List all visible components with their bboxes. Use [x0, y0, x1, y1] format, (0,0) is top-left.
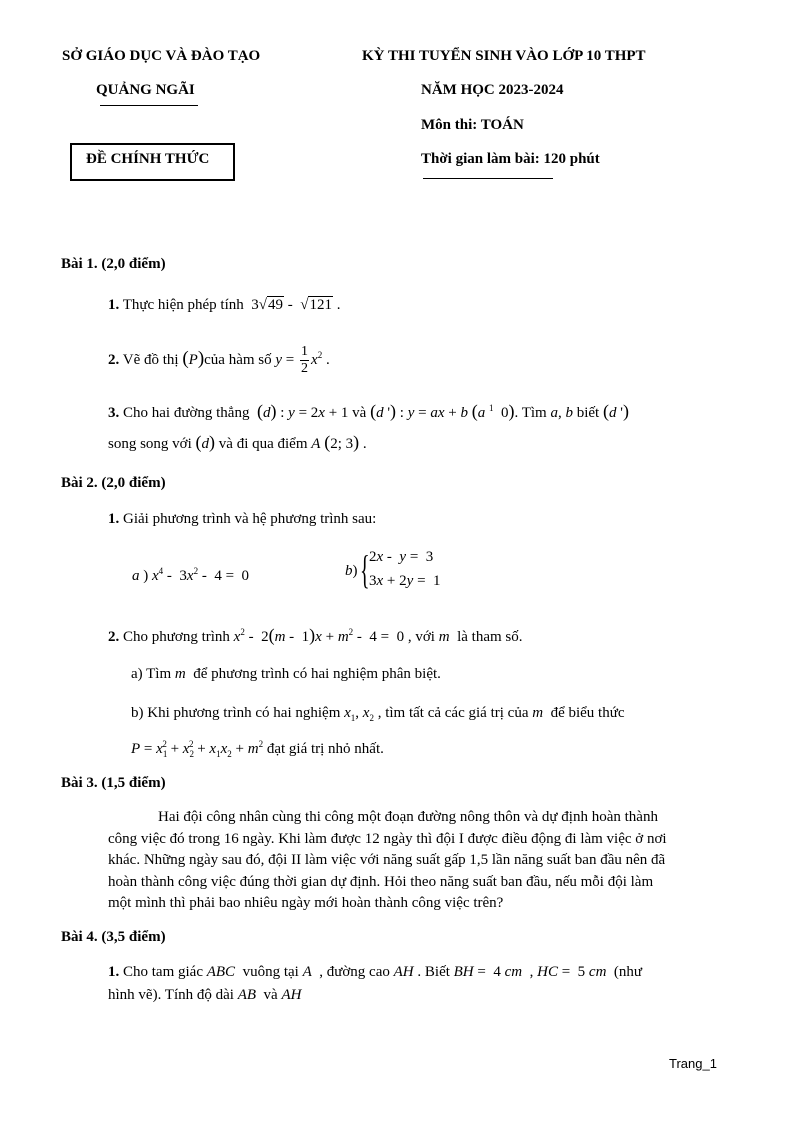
time-allowed: Thời gian làm bài: 120 phút: [421, 151, 600, 167]
question-4-1-line1: 1. Cho tam giác ABC vuông tại A , đường cao AH . Biết BH = 4 cm , HC = 5 cm (như: [108, 964, 643, 980]
question-2-2b-line1: b) Khi phương trình có hai nghiệm $x_1$, $x_2$ , tìm tất cả các giá trị của m để biểu thức: [131, 705, 625, 723]
question-4-1-line2: hình vẽ). Tính độ dài AB và AH: [108, 987, 302, 1003]
section-3-title: Bài 3. (1,5 điểm): [61, 775, 166, 791]
section-1-title: Bài 1. (2,0 điểm): [61, 256, 166, 272]
paragraph-line: công việc đó trong 16 ngày. Khi làm được 12 ngày thì đội I được điều động đi làm việc ở nơi: [108, 830, 667, 847]
official-exam-label: ĐỀ CHÍNH THỨC: [86, 151, 210, 167]
page-number: Trang_1: [669, 1056, 717, 1071]
question-1-2: 2. Vẽ đồ thị (P)của hàm số y = $\frac{1}{2}$ $x^2$ .: [108, 344, 330, 377]
paragraph-line: một mình thì phải bao nhiêu ngày mới hoàn thành công việc trên?: [108, 895, 504, 911]
province-name: QUẢNG NGÃI: [96, 82, 195, 98]
section-4-title: Bài 4. (3,5 điểm): [61, 929, 166, 945]
department-name: SỞ GIÁO DỤC VÀ ĐÀO TẠO: [62, 48, 261, 64]
section-3-paragraph: [108, 807, 720, 915]
section-2-title: Bài 2. (2,0 điểm): [61, 475, 166, 491]
question-1-1: 1. Thực hiện phép tính 3√49 - √121 .: [108, 297, 341, 313]
question-1-3-line2: song song với (d) và đi qua điểm A (2; 3) .: [108, 432, 367, 452]
paragraph-line: hoàn thành công việc đúng thời gian dự định. Hỏi theo năng suất ban đầu, nếu mỗi đội làm: [108, 873, 654, 890]
question-2-2: 2. Cho phương trình $x^2 - 2(m - 1)x + m^2 - 4 = 0$ , với m là tham số.: [108, 625, 523, 645]
question-1-3-line1: 3. Cho hai đường thẳng (d) : y = 2x + 1 và (d ') : y = ax + b (a $^1$ 0). Tìm a, b biết (d '): [108, 401, 629, 421]
paragraph-line: khác. Những ngày sau đó, đội II làm việc với năng suất gấp 1,5 lần năng suất ban đầu nên đã: [108, 852, 666, 868]
subject: Môn thi: TOÁN: [421, 117, 524, 133]
equation-a: a ) $x^4 - 3x^2 - 4 = 0$: [132, 566, 250, 584]
exam-title: KỲ THI TUYỂN SINH VÀO LỚP 10 THPT: [362, 48, 646, 64]
question-2-2a: a) Tìm m để phương trình có hai nghiệm phân biệt.: [131, 666, 441, 682]
header-right-underline: [423, 178, 553, 179]
paragraph-line: Hai đội công nhân cùng thi công một đoạn đường nông thôn và dự định hoàn thành: [158, 809, 658, 825]
question-2-1: 1. Giải phương trình và hệ phương trình sau:: [108, 511, 377, 527]
school-year: NĂM HỌC 2023-2024: [421, 82, 564, 98]
question-2-2b-line2: $P = x_1^2 + x_2^2 + x_1x_2 + m^2$ đạt giá trị nhỏ nhất.: [131, 739, 384, 759]
province-underline: [100, 105, 198, 106]
